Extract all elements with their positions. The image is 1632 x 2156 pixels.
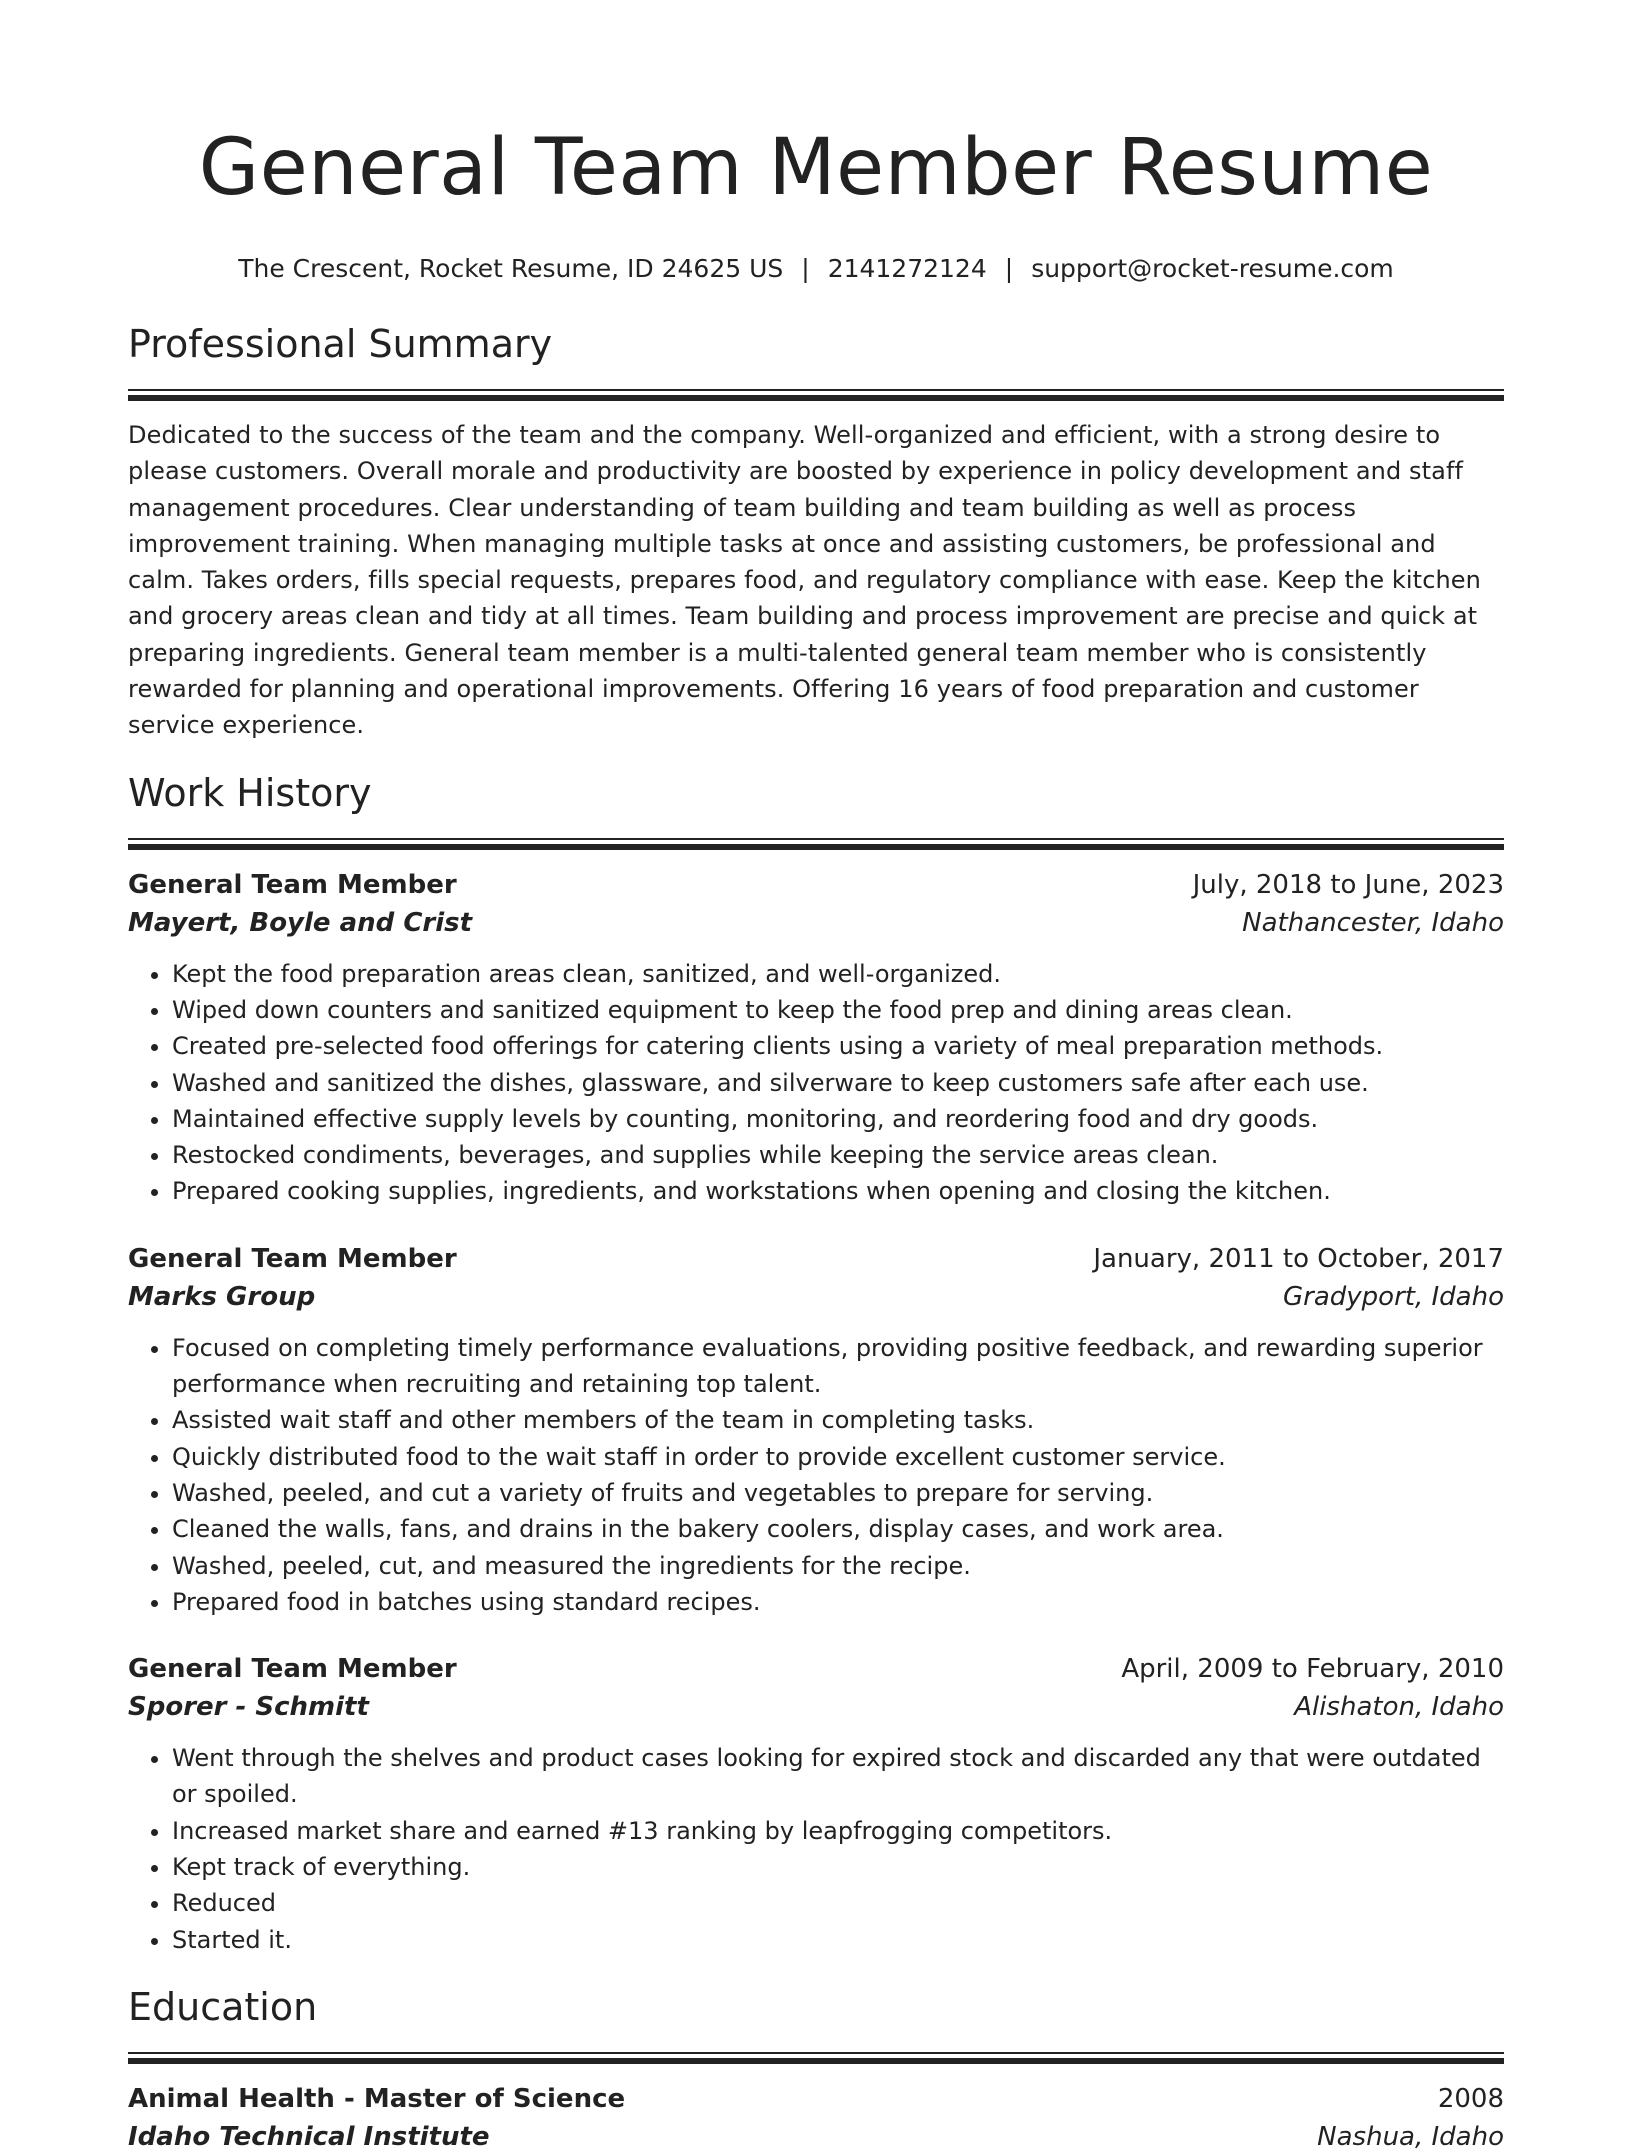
job-location: Nathancester, Idaho [1242,907,1504,938]
contact-address: The Crescent, Rocket Resume, ID 24625 US [238,254,784,283]
job-company: Marks Group [128,1281,316,1312]
education-location: Nashua, Idaho [1317,2121,1504,2152]
job-bullet: • Kept track of everything. [172,1849,1504,1885]
job-bullet: • Restocked condiments, beverages, and supplies while keeping the service areas clean. [172,1137,1504,1173]
job-bullet: • Created pre-selected food offerings for catering clients using a variety of meal preparation methods. [172,1028,1504,1064]
job-location: Alishaton, Idaho [1294,1692,1504,1723]
section-divider [128,838,1504,850]
job-title: General Team Member [128,1243,457,1274]
job-title: General Team Member [128,1654,457,1685]
job-bullet: • Assisted wait staff and other members of the team in completing tasks. [172,1402,1504,1438]
job-bullet-list [128,956,1504,1210]
job-bullet: • Focused on completing timely performance evaluations, providing positive feedback, and rewarding superior performance when recruiting and retaining top talent. [172,1330,1504,1403]
education-entry [128,2080,1504,2156]
summary-text: Dedicated to the success of the team and the company. Well-organized and efficient, with a strong desire to please customers. Overall morale and productivity are boosted by experience in policy development and staff management procedures. Clear understanding of team building and team building as well as process improvement training. When managing multiple tasks at once and assisting customers, be professional and calm. Takes orders, fills special requests, prepares food, and regulatory compliance with ease. Keep the kitchen and grocery areas clean and tidy at all times. Team building and process improvement are precise and quick at preparing ingredients. General team member is a multi-talented general team member who is consistently rewarded for planning and operational improvements. Offering 16 years of food preparation and customer service experience. [128,421,1481,740]
job-bullet: • Washed, peeled, and cut a variety of fruits and vegetables to prepare for serving. [172,1475,1504,1511]
section-heading-education: Education [128,1984,318,2029]
job-bullet: • Prepared food in batches using standard recipes. [172,1584,1504,1620]
job-entry [128,1650,1504,1958]
contact-separator: | [1004,254,1014,283]
job-dates: January, 2011 to October, 2017 [1093,1243,1504,1274]
education-school: Idaho Technical Institute [128,2121,490,2152]
job-header-row [128,1240,1504,1278]
contact-line [128,252,1504,286]
job-dates: July, 2018 to June, 2023 [1192,869,1504,900]
resume-title: General Team Member Resume [198,123,1434,213]
job-bullet: • Started it. [172,1922,1504,1958]
summary-section [128,319,1504,744]
job-bullet-list [128,1330,1504,1620]
education-school-row [128,2118,1504,2156]
job-bullet: • Quickly distributed food to the wait staff in order to provide excellent customer service. [172,1439,1504,1475]
job-company: Mayert, Boyle and Crist [128,907,473,938]
job-company: Sporer - Schmitt [128,1692,369,1723]
job-bullet: • Maintained effective supply levels by counting, monitoring, and reordering food and dry goods. [172,1101,1504,1137]
contact-separator: | [801,254,810,283]
job-company-row [128,1688,1504,1726]
education-degree: Animal Health - Master of Science [128,2083,626,2114]
job-bullet: • Reduced [172,1885,1504,1921]
job-bullet: • Prepared cooking supplies, ingredients, and workstations when opening and closing the kitchen. [172,1173,1504,1209]
job-header-row [128,866,1504,904]
education-section [128,1982,1504,2156]
job-bullet: • Went through the shelves and product cases looking for expired stock and discarded any that were outdated or spoiled. [172,1740,1504,1813]
job-bullet: • Wiped down counters and sanitized equipment to keep the food prep and dining areas clean. [172,992,1504,1028]
job-bullet: • Washed and sanitized the dishes, glassware, and silverware to keep customers safe after each use. [172,1065,1504,1101]
section-divider [128,389,1504,401]
job-header-row [128,1650,1504,1688]
work-section [128,768,1504,1958]
section-heading-summary: Professional Summary [128,322,553,366]
section-heading-work: Work History [128,770,372,815]
job-company-row [128,904,1504,942]
section-divider [128,2052,1504,2064]
education-header-row [128,2080,1504,2118]
job-bullet: • Kept the food preparation areas clean, sanitized, and well-organized. [172,956,1504,992]
education-year: 2008 [1437,2083,1504,2114]
job-entry [128,866,1504,1210]
job-dates: April, 2009 to February, 2010 [1121,1654,1504,1685]
job-bullet: • Washed, peeled, cut, and measured the ingredients for the recipe. [172,1548,1504,1584]
job-entry [128,1240,1504,1620]
job-bullet-list [128,1740,1504,1958]
job-bullet: • Cleaned the walls, fans, and drains in the bakery coolers, display cases, and work area. [172,1511,1504,1547]
contact-email: support@rocket-resume.com [1031,254,1394,283]
job-company-row [128,1278,1504,1316]
job-title: General Team Member [128,869,457,900]
job-location: Gradyport, Idaho [1283,1281,1504,1312]
job-bullet: • Increased market share and earned #13 ranking by leapfrogging competitors. [172,1813,1504,1849]
contact-phone: 2141272124 [827,254,987,283]
